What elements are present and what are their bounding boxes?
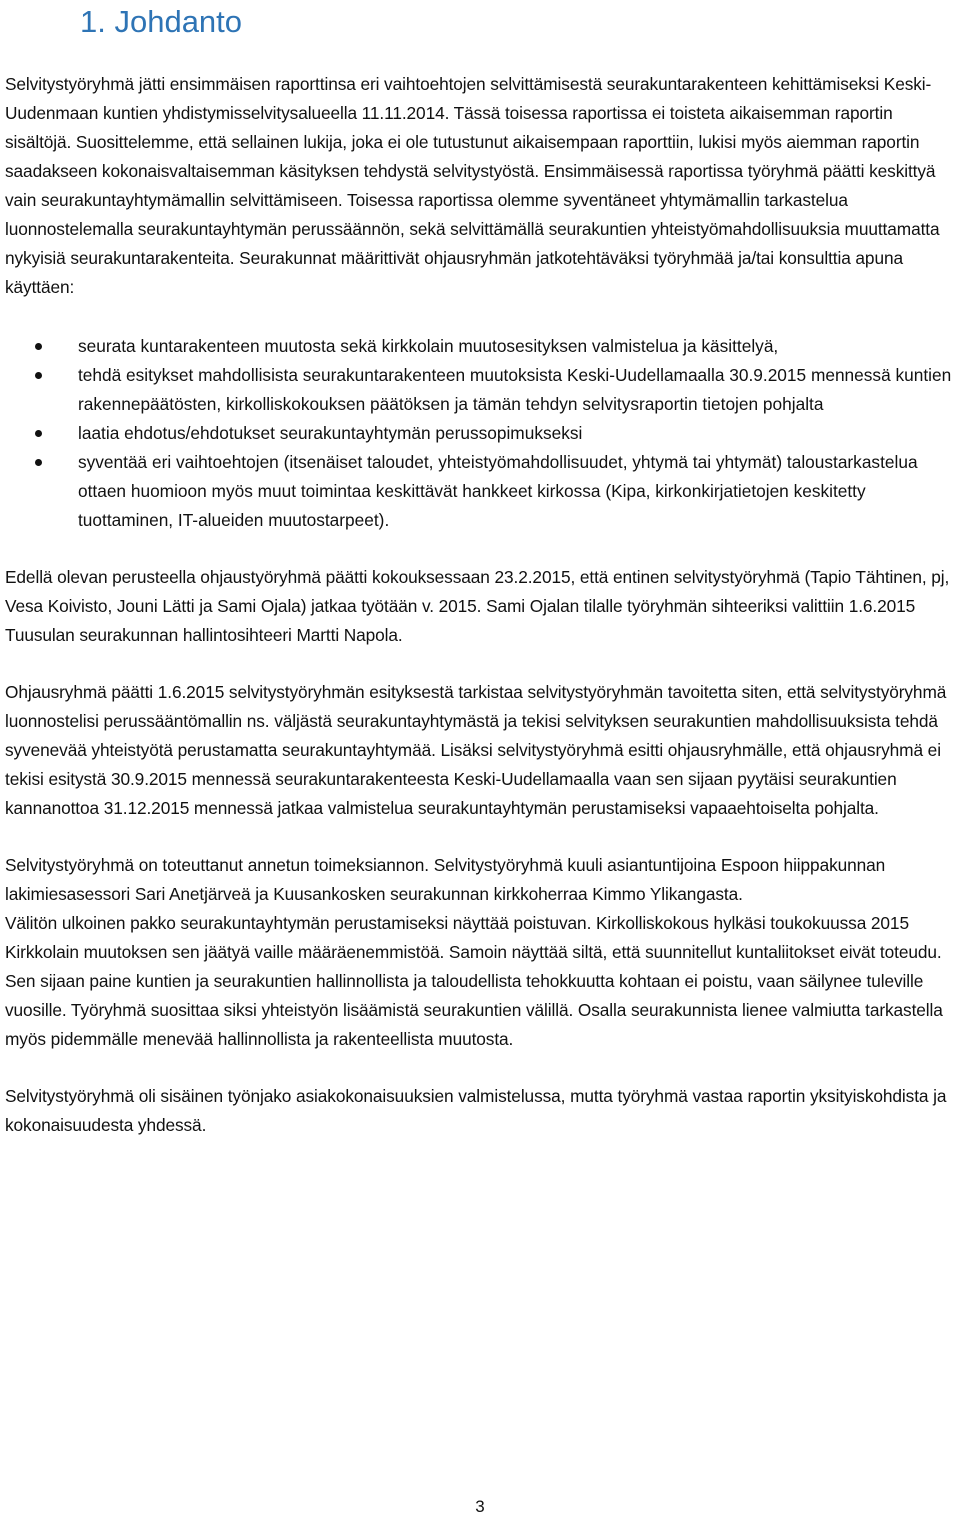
task-list [5, 332, 957, 535]
paragraph-spacer [5, 650, 957, 678]
list-item [5, 448, 957, 535]
section-heading: 1. Johdanto [80, 4, 243, 39]
paragraph-spacer [5, 535, 957, 563]
bullet-icon [35, 343, 42, 350]
bullet-icon [35, 459, 42, 466]
list-item-text: syventää eri vaihtoehtojen (itsenäiset taloudet, yhteistyömahdollisuudet, yhtymä tai yhtymät) taloustarkastelua ottaen huomioon myös muut toimintaa keskittävät hankkeet kirkossa (Kipa, kirkonkirjatietojen keskitetty tuottaminen, IT-alueiden muutostarpeet). [78, 452, 918, 530]
list-item [5, 361, 957, 419]
paragraph-mandate: Selvitystyöryhmä on toteuttanut annetun toimeksiannon. Selvitystyöryhmä kuuli asiantuntijoina Espoon hiippakunnan lakimiesasessori Sari Anetjärveä ja Kuusankosken seurakunnan kirkkoherraa Kimmo Ylikangasta. [5, 855, 886, 904]
bullet-icon [35, 430, 42, 437]
paragraph-outlook: Välitön ulkoinen pakko seurakuntayhtymän perustamiseksi näyttää poistuvan. Kirkolliskokous hylkäsi toukokuussa 2015 Kirkkolain muutoksen sen jäätyä vaille määräenemmistöä. Samoin näyttää siltä, että suunnitellut kuntaliitokset eivät toteudu. Sen sijaan paine kuntien ja seurakuntien hallinnollista ja taloudellista tehokkuutta kohtaan ei poistu, vaan säilynee tuleville vuosille. Työryhmä suosittaa siksi yhteistyön lisäämistä seurakuntien välillä. Osalla seurakunnista lienee valmiutta tarkastella myös pidemmälle menevää hallinnollista ja rakenteellista muutosta. [5, 913, 943, 1049]
list-item-text: seurata kuntarakenteen muutosta sekä kirkkolain muutosesityksen valmistelua ja käsittelyä, [78, 336, 779, 356]
list-item [5, 419, 957, 448]
paragraph-steering-decision: Ohjausryhmä päätti 1.6.2015 selvitystyöryhmän esityksestä tarkistaa selvitystyöryhmän tavoitetta siten, että selvitystyöryhmä luonnostelisi perussääntömallin ns. väljästä seurakuntayhtymästä ja tekisi selvityksen seurakuntien mahdollisuuksista tehdä syvenevää yhteistyötä perustamatta seurakuntayhtymää. Lisäksi selvitystyöryhmä esitti ohjausryhmälle, että ohjausryhmä ei tekisi esitystä 30.9.2015 mennessä seurakuntarakenteesta Keski-Uudellamaalla vaan sen sijaan pyytäisi seurakuntien kannanottoa 31.12.2015 mennessä jatkaa valmistelua seurakuntayhtymän perustamiseksi vapaaehtoiselta pohjalta. [5, 682, 947, 818]
bullet-icon [35, 372, 42, 379]
paragraph-spacer [5, 1054, 957, 1082]
list-item-text: tehdä esitykset mahdollisista seurakuntarakenteen muutoksista Keski-Uudellamaalla 30.9.2015 mennessä kuntien rakennepäätösten, kirkolliskokouksen päätöksen ja tämän tehdyn selvitysraportin tietojen pohjalta [78, 365, 952, 414]
paragraph-workgroup: Edellä olevan perusteella ohjaustyöryhmä päätti kokouksessaan 23.2.2015, että entinen selvitystyöryhmä (Tapio Tähtinen, pj, Vesa Koivisto, Jouni Lätti ja Sami Ojala) jatkaa työtään v. 2015. Sami Ojalan tilalle työryhmän sihteeriksi valittiin 1.6.2015 Tuusulan seurakunnan hallintosihteeri Martti Napola. [5, 567, 950, 645]
paragraph-spacer [5, 302, 957, 332]
page-number: 3 [475, 1497, 485, 1516]
list-item [5, 332, 957, 361]
paragraph-spacer [5, 823, 957, 851]
document-body [5, 70, 957, 1140]
paragraph-intro: Selvitystyöryhmä jätti ensimmäisen raporttinsa eri vaihtoehtojen selvittämisestä seurakuntarakenteen kehittämiseksi Keski-Uudenmaan kuntien yhdistymisselvitysalueella 11.11.2014. Tässä toisessa raportissa ei toisteta aikaisemman raportin sisältöjä. Suosittelemme, että sellainen lukija, joka ei ole tutustunut aikaisempaan raporttiin, lukisi myös aiemman raportin saadakseen kokonaisvaltaisemman käsityksen tehdystä selvitystyöstä. Ensimmäisessä raportissa työryhmä päätti keskittyä vain seurakuntayhtymämallin selvittämiseen. Toisessa raportissa olemme syventäneet yhtymämallin tarkastelua luonnostelemalla seurakuntayhtymän perussäännön, sekä selvittämällä seurakuntien yhteistyömahdollisuuksia muuttamatta nykyisiä seurakuntarakenteita. Seurakunnat määrittivät ohjausryhmän jatkotehtäväksi työryhmää ja/tai konsulttia apuna käyttäen: [5, 74, 940, 297]
paragraph-responsibility: Selvitystyöryhmä oli sisäinen työnjako asiakokonaisuuksien valmistelussa, mutta työryhmä vastaa raportin yksityiskohdista ja kokonaisuudesta yhdessä. [5, 1086, 947, 1135]
list-item-text: laatia ehdotus/ehdotukset seurakuntayhtymän perussopimukseksi [78, 423, 583, 443]
